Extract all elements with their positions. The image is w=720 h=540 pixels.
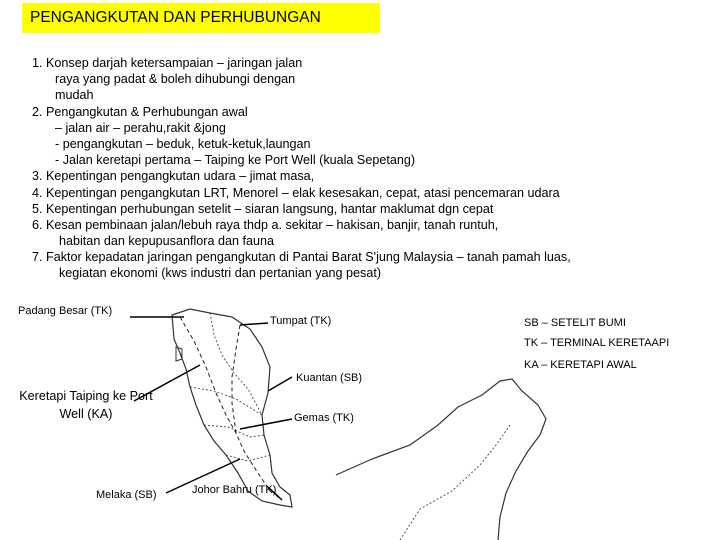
- label-gemas: Gemas (TK): [294, 412, 354, 424]
- point-line: kegiatan ekonomi (kws industri dan pertanian yang pesat): [59, 266, 382, 281]
- point-line: 6. Kesan pembinaan jalan/lebuh raya thdp a. sekitar – hakisan, banjir, tanah runtuh,: [32, 217, 499, 232]
- legend-tk: TK – TERMINAL KERETAAPI: [524, 337, 670, 349]
- label-kuantan: Kuantan (SB): [296, 372, 363, 384]
- legend-ka: KA – KERETAPI AWAL: [524, 359, 637, 371]
- label-keretapi: Keretapi Taiping ke Port Well (KA): [19, 389, 153, 421]
- label-melaka: Melaka (SB): [96, 489, 157, 501]
- label-johor-bahru: Johor Bahru (TK): [192, 484, 277, 496]
- railway-line: [180, 317, 280, 499]
- point-line: 1. Konsep darjah ketersampaian – jaringan jalan: [32, 56, 303, 70]
- point-line: habitan dan kepupusanflora dan fauna: [59, 234, 274, 249]
- pointer-line: [268, 377, 292, 391]
- point-line: – jalan air – perahu,rakit &jong: [55, 120, 226, 135]
- legend-sb: SB – SETELIT BUMI: [524, 317, 626, 329]
- pointer-line: [240, 419, 292, 429]
- label-tumpat: Tumpat (TK): [270, 315, 332, 327]
- point-line: 5. Kepentingan perhubungan setelit – siaran langsung, hantar maklumat dgn cepat: [32, 201, 494, 216]
- state-border: [210, 313, 262, 415]
- point-line: 4. Kepentingan pengangkutan LRT, Menorel – elak kesesakan, cepat, atasi pencemaran udara: [32, 185, 560, 200]
- point-line: mudah: [55, 88, 94, 103]
- page-title: PENGANGKUTAN DAN PERHUBUNGAN: [22, 3, 380, 33]
- island: [176, 347, 182, 361]
- point-line: 7. Faktor kepadatan jaringan pengangkutan di Pantai Barat S'jung Malaysia – tanah pamah luas,: [32, 250, 571, 265]
- coastline: [172, 309, 292, 507]
- borneo-coastline: [336, 379, 546, 540]
- point-line: 3. Kepentingan pengangkutan udara – jimat masa,: [32, 169, 315, 184]
- pointer-line: [240, 323, 268, 325]
- point-line: - Jalan keretapi pertama – Taiping ke Port Well (kuala Sepetang): [55, 153, 416, 168]
- point-line: - pengangkutan – beduk, ketuk-ketuk,laungan: [55, 136, 311, 151]
- label-padang-besar: Padang Besar (TK): [18, 305, 113, 317]
- state-border: [400, 425, 510, 540]
- point-line: raya yang padat & boleh dihubungi dengan: [55, 72, 296, 87]
- points-list: [32, 55, 712, 282]
- point-line: 2. Pengangkutan & Perhubungan awal: [32, 104, 248, 119]
- map-section: [0, 295, 720, 540]
- state-border: [190, 387, 262, 415]
